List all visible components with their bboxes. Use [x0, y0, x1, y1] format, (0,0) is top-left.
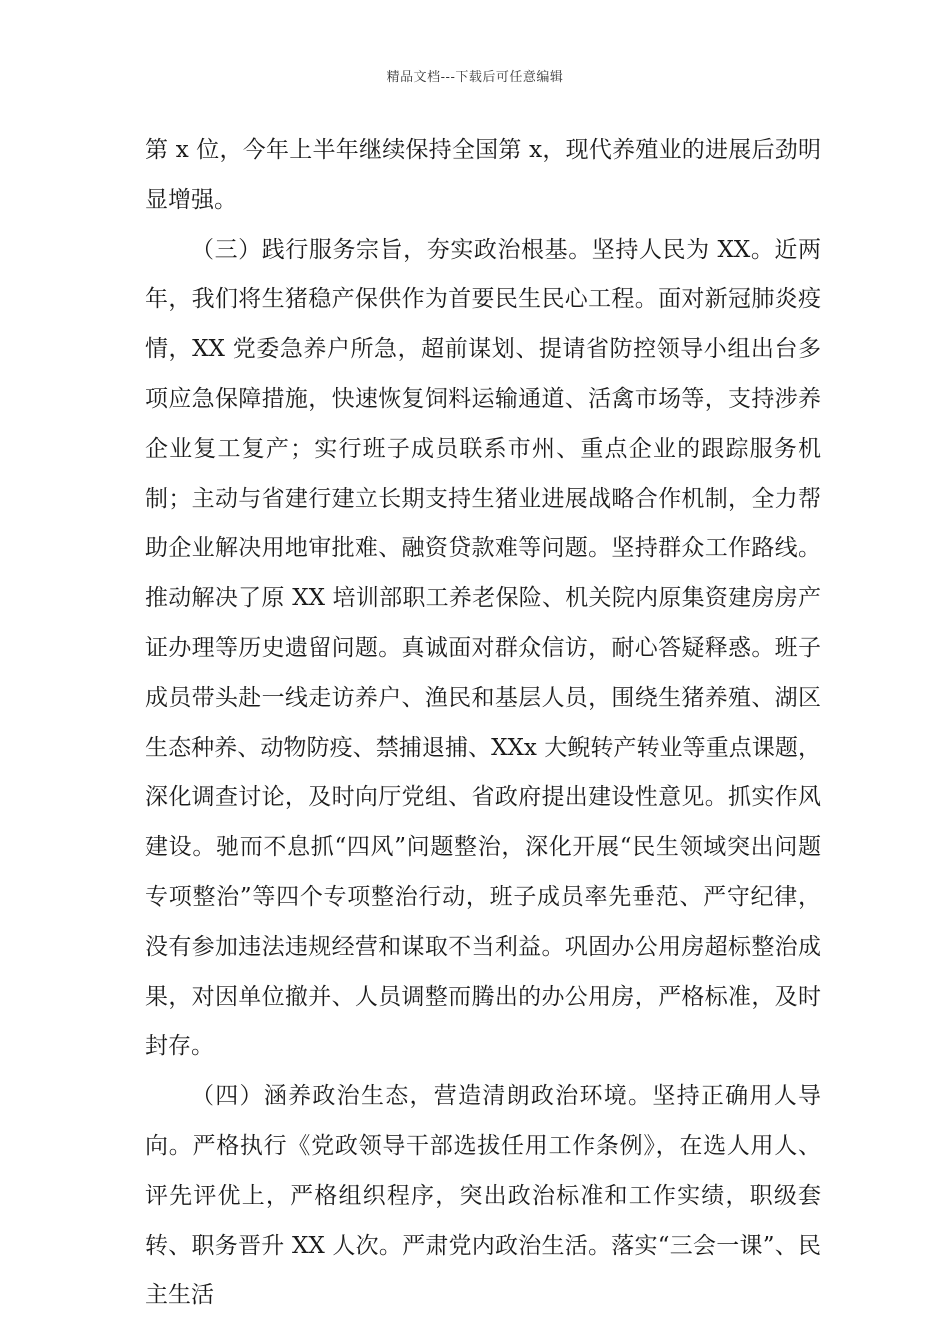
paragraph-1: 第 x 位，今年上半年继续保持全国第 x，现代养殖业的进展后劲明显增强。: [145, 137, 821, 213]
page-header: 精品文档---下载后可任意编辑: [386, 70, 564, 85]
document-body: [145, 126, 821, 1321]
paragraph-3: （四）涵养政治生态，营造清朗政治环境。坚持正确用人导向。严格执行《党政领导干部选拔任用工作条例》，在选人用人、评先评优上，严格组织程序，突出政治标准和工作实绩，职级套转、职务晋升 XX 人次。严肃党内政治生活。落实“三会一课”、民主生活: [145, 1083, 821, 1309]
paragraph-2: （三）践行服务宗旨，夯实政治根基。坚持人民为 XX。近两年，我们将生猪稳产保供作为首要民生民心工程。面对新冠肺炎疫情，XX 党委急养户所急，超前谋划、提请省防控领导小组出台多项应急保障措施，快速恢复饲料运输通道、活禽市场等，支持涉养企业复工复产；实行班子成员联系市州、重点企业的跟踪服务机制；主动与省建行建立长期支持生猪业进展战略合作机制，全力帮助企业解决用地审批难、融资贷款难等问题。坚持群众工作路线。推动解决了原 XX 培训部职工养老保险、机关院内原集资建房房产证办理等历史遗留问题。真诚面对群众信访，耐心答疑释惑。班子成员带头赴一线走访养户、渔民和基层人员，围绕生猪养殖、湖区生态种养、动物防疫、禁捕退捕、XXx 大鲵转产转业等重点课题，深化调查讨论，及时向厅党组、省政府提出建设性意见。抓实作风建设。驰而不息抓“四风”问题整治，深化开展“民生领域突出问题专项整治”等四个专项整治行动，班子成员率先垂范、严守纪律，没有参加违法违规经营和谋取不当利益。巩固办公用房超标整治成果，对因单位撤并、人员调整而腾出的办公用房，严格标准，及时封存。: [145, 236, 821, 1060]
